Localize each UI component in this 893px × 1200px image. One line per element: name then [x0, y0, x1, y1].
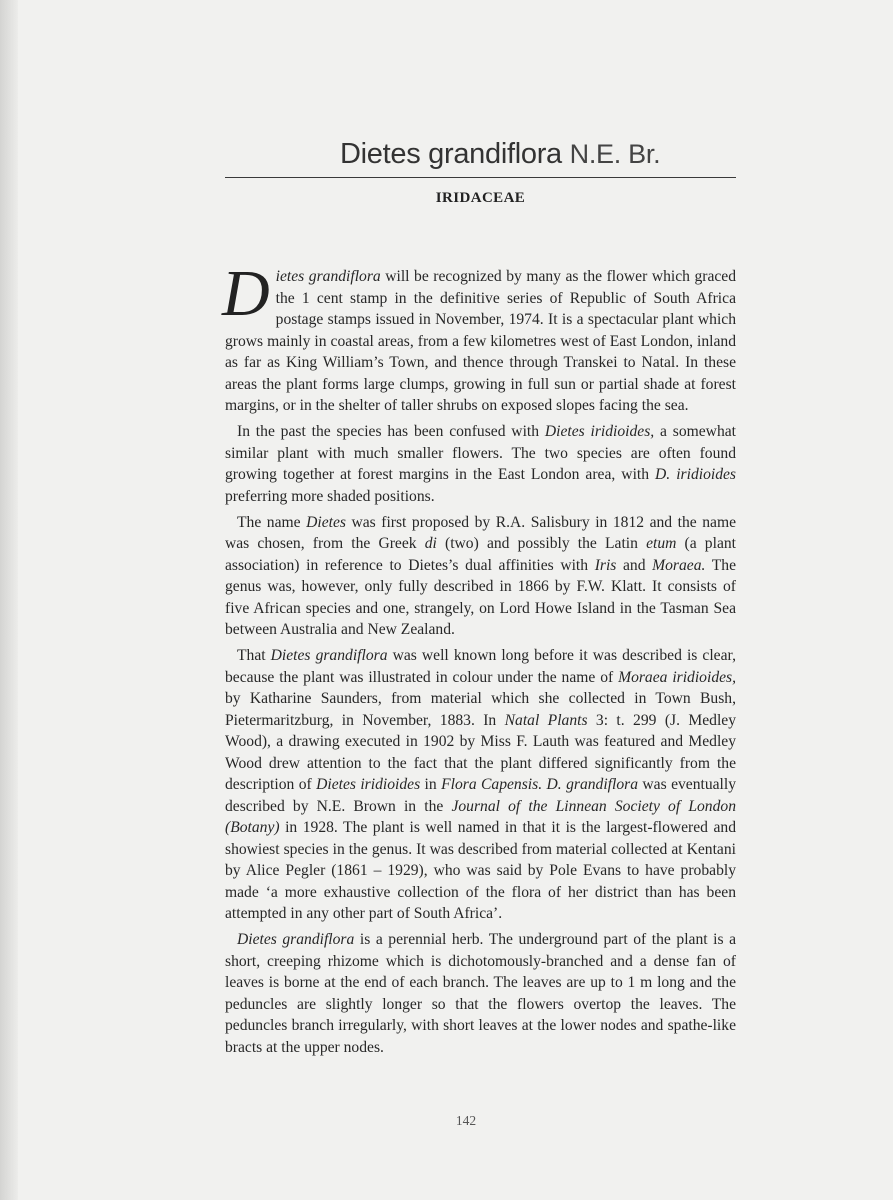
text-run: In the past the species has been confused with [237, 423, 545, 440]
italic-text: di [424, 535, 437, 552]
text-run: and [616, 556, 653, 574]
italic-text: Natal Plants [504, 711, 588, 729]
title-rule [225, 177, 736, 178]
text-run: The genus was, however, only fully described in 1866 by F.W. Klatt. It consists of five African species and one, strangely, on Lord Howe Island in the Tasman Sea between Australia and New Zealand. [225, 556, 737, 638]
italic-text: Moraea. [652, 556, 706, 574]
text-run: 3: t. 299 (J. Medley Wood), a drawing executed in 1902 by Miss F. Lauth was featured and Medley Wood drew attention to the fact that the plant differed significantly from the description of [225, 711, 736, 793]
text-run: by Katharine Saunders, from material which she collected in Town Bush, Pietermaritzburg, in November, 1883. In [225, 690, 736, 729]
text-run: The name [237, 513, 307, 531]
text-run: That [237, 647, 271, 664]
italic-text: Iris [594, 556, 617, 574]
text-run: was well known long before it was described is clear, because the plant was illustrated in colour under the name of [225, 647, 736, 686]
text-run: will be recognized by many as the flower which graced the 1 cent stamp in the definitive series of Republic of South Africa postage stamps issued in November, 1974. It is a spectacular plant which grows mainly in coastal areas, from a few kilometres west of East London, inland as far as King William’s Town, and thence through Transkei to Natal. In these areas the plant forms large clumps, growing in full sun or partial shade at forest margins, or in the shelter of taller shrubs on exposed slopes facing the sea. [225, 268, 737, 414]
italic-text: Dietes [306, 513, 346, 531]
text-run: was eventually described by N.E. Brown in the [225, 776, 737, 815]
page-number: 142 [455, 1113, 477, 1128]
paragraph [225, 512, 736, 641]
italic-text: Dietes grandiflora [270, 647, 388, 664]
body-text [222, 257, 737, 1063]
text-run: was first proposed by R.A. Salisbury in 1812 and the name was chosen, from the Greek [225, 513, 736, 552]
italic-text: Dietes iridioides, [544, 423, 655, 440]
italic-text: ietes grandiflora [275, 268, 381, 285]
text-run: (a plant association) in reference to Dietes’s dual affinities with [225, 535, 736, 574]
title-species: Dietes grandiflora [340, 138, 562, 170]
page-title [340, 138, 760, 171]
italic-text: Dietes iridioides [316, 776, 421, 793]
italic-text: etum [646, 535, 677, 552]
text-run: (two) and possibly the Latin [436, 535, 647, 552]
italic-text: Journal of the Linnean Society of London (Botany) [225, 797, 736, 836]
text-run: in 1928. The plant is well named in that it is the largest-flowered and showiest species in the genus. It was described from material collected at Kentani by Alice Pegler (1861 – 1929), who was said by Pole Evans to have probably made ‘a more exhaustive collection of the flora of her district than has been attempted in any other part of South Africa’. [225, 819, 736, 922]
italic-text: Dietes grandiflora [237, 931, 355, 948]
family-heading: IRIDACEAE [435, 190, 526, 206]
paragraph [225, 645, 736, 925]
italic-text: D. iridioides [655, 466, 736, 483]
text-run: preferring more shaded positions. [225, 487, 435, 505]
paragraph [225, 929, 736, 1058]
page-edge-shadow [0, 0, 18, 1200]
text-run: in [420, 776, 442, 793]
italic-text: Moraea iridioides, [618, 668, 736, 686]
text-run: a somewhat similar plant with much smaller flowers. The two species are often found growing together at forest margins in the East London area, with [225, 423, 736, 483]
title-author: N.E. Br. [569, 139, 661, 169]
italic-text: Flora Capensis. D. grandiflora [441, 776, 638, 793]
paragraph [222, 257, 737, 417]
drop-cap: D [222, 257, 270, 330]
paragraph [225, 421, 736, 507]
text-run: is a perennial herb. The underground part of the plant is a short, creeping rhizome which is dichotomously-branched and a dense fan of leaves is borne at the end of each branch. The leaves are up to 1 m long and the peduncles are slightly longer so that the flowers overtop the leaves. The peduncles branch irregularly, with short leaves at the lower nodes and spathe-like bracts at the upper nodes. [225, 931, 736, 1056]
